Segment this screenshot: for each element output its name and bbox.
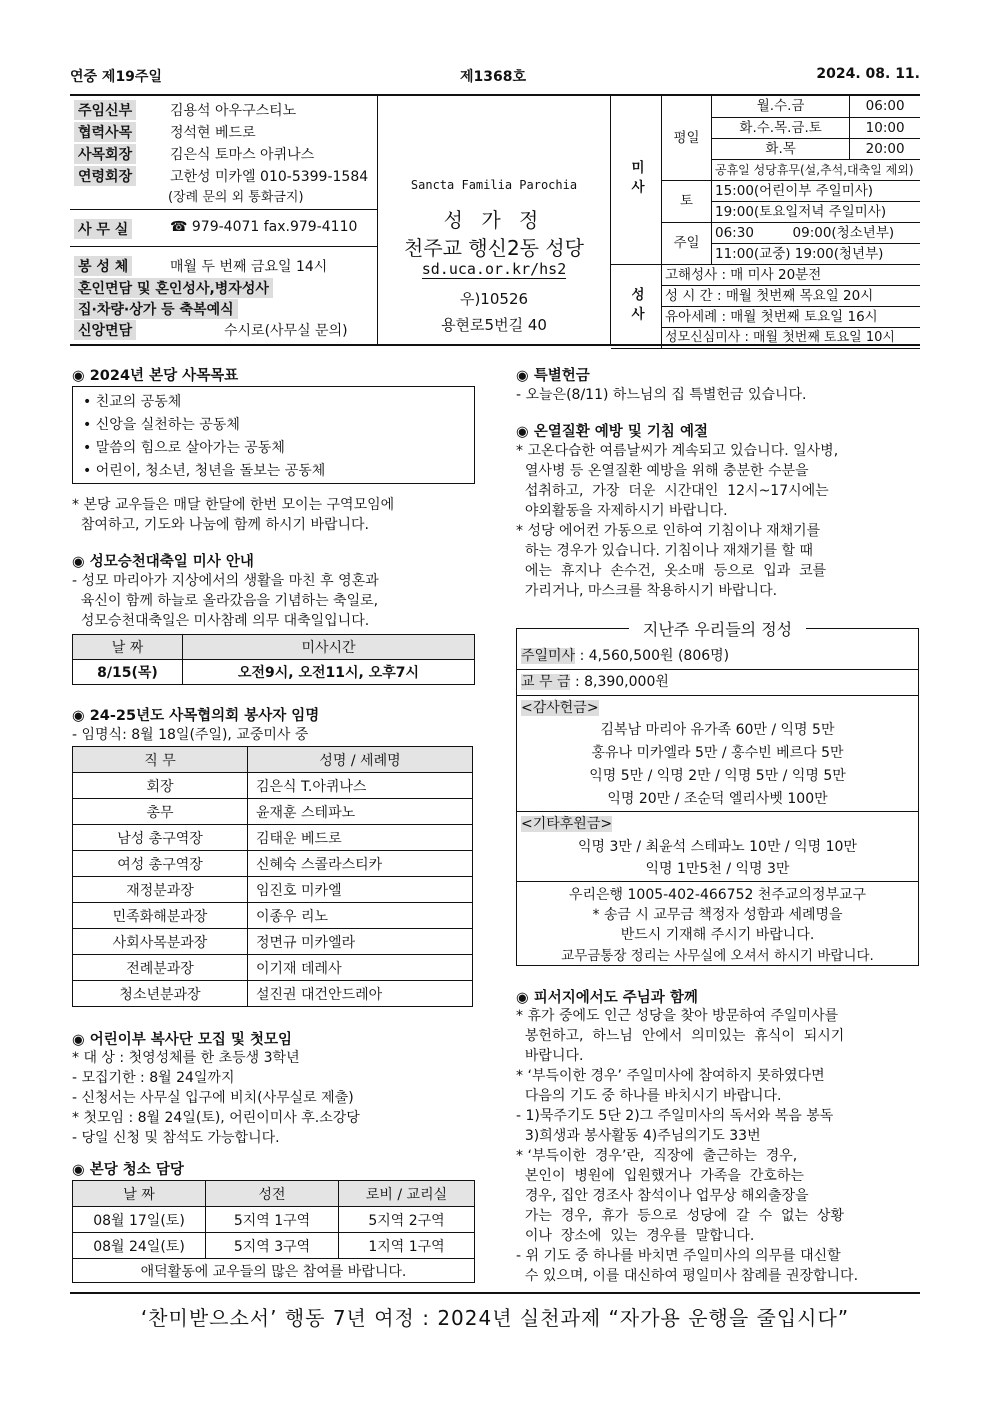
mass-title: 미사 — [611, 96, 662, 264]
cleaning-title: ◉ 본당 청소 담당 — [72, 1162, 184, 1178]
staff-note: (장례 문의 외 통화금지) — [168, 190, 304, 205]
table-row: 청소년분과장 설진권 대건안드레아 — [73, 981, 473, 1007]
cleaning-table: 날 짜 성전 로비 / 교리실 08월 17일(토) 5지역 1구역 5지역 2구역 08월 24일(토) 5지역 3구역 1지역 1구역 애덕활동에 교우들의 많은 참여를 바랍니다. — [72, 1180, 475, 1283]
council-title: ◉ 24-25년도 사목협의회 봉사자 임명 — [72, 708, 320, 724]
parish-latin: Sancta Familia Parochia — [410, 178, 578, 192]
goals-title: ◉ 2024년 본당 사목목표 — [72, 368, 239, 384]
vacation-title: ◉ 피서지에서도 주님과 함께 — [516, 990, 698, 1006]
kids-title: ◉ 어린이부 복사단 모집 및 첫모임 — [72, 1032, 292, 1048]
offering-title: 지난주 우리들의 정성 — [629, 620, 806, 639]
header-block — [70, 94, 920, 346]
table-row: 사회사목분과장 정면규 미카엘라 — [73, 929, 473, 955]
footer-slogan: ‘찬미받으소서’ 행동 7년 여정 : 2024년 실천과제 “자가용 운행을 줄입시다” — [70, 1292, 920, 1331]
parish-name: 성 가 정 — [443, 208, 545, 232]
service-row: 집·차량·상가 등 축복예식 — [74, 299, 238, 319]
service-row: 신앙면담 수시로(사무실 문의) — [74, 320, 136, 340]
sacrament-title: 성사 — [611, 264, 662, 348]
assumption-title: ◉ 성모승천대축일 미사 안내 — [72, 554, 254, 570]
heat-title: ◉ 온열질환 예방 및 기침 예절 — [516, 424, 708, 440]
phone-icon: ☎ 979-4071 fax.979-4110 — [170, 219, 358, 235]
staff-row: 협력사목 정석현 베드로 — [74, 122, 136, 142]
table-row: 여성 총구역장 신혜숙 스콜라스티카 — [73, 851, 473, 877]
table-row: 총무 윤재훈 스테파노 — [73, 799, 473, 825]
issue-date: 2024. 08. 11. — [816, 66, 920, 82]
issue-number: 제1368호 — [460, 69, 527, 85]
masthead — [70, 66, 920, 88]
table-row: 남성 총구역장 김태운 베드로 — [73, 825, 473, 851]
assumption-table: 날 짜 미사시간 8/15(목) 오전9시, 오전11시, 오후7시 — [72, 634, 475, 685]
table-row: 08월 17일(토) 5지역 1구역 5지역 2구역 — [73, 1207, 475, 1233]
sunday-name: 연중 제19주일 — [70, 69, 162, 85]
staff-row: 연령회장 고한성 미카엘 010-5399-1584 — [74, 166, 136, 186]
special-title: ◉ 특별헌금 — [516, 368, 590, 384]
parish-panel — [378, 96, 611, 344]
table-row: 전례분과장 이기재 데레사 — [73, 955, 473, 981]
parish-zip: 우)10526 — [459, 290, 529, 308]
parish-fullname: 천주교 행신2동 성당 — [404, 236, 584, 260]
table-row: 08월 24일(토) 5지역 3구역 1지역 1구역 — [73, 1233, 475, 1259]
parish-address: 용현로5번길 40 — [441, 316, 547, 334]
staff-row: 사목회장 김은식 토마스 아퀴나스 — [74, 144, 136, 164]
parish-url[interactable]: sd.uca.or.kr/hs2 — [421, 260, 567, 278]
offering-box: 지난주 우리들의 정성 주일미사 : 4,560,500원 (806명) 교 무 금 : 8,390,000원 <감사헌금> 김복남 마리아 유가족 60만 / 익명 5만 홍유나 미카엘라 5만 / 홍수빈 베르다 5만 익명 5만 / 익명 2만 / 익명 5만 / 익명 5만 익명 20만 / 조순덕 엘리사벳 100만 <기타후원금> 익명 3만 / 최윤석 스테파노 10만 / 익명 10만 익명 1만5천 / 익명 3만 우리은행 1005-402-466752 천주교의정부교구 * 송금 시 교무금 책정자 성함과 세례명을 반드시 기재해 주시기 바랍니다. 교무금통장 정리는 사무실에 오셔서 하시기 바랍니다. — [516, 628, 919, 966]
mass-schedule: 미사 평일 월.수.금 06:00 화.수.목.금.토 10:00 화.목 20:00 공휴일 성당휴무(설,추석,대축일 제외) 토 15:00(어린이부 주일미사) 19:00(토요일저녁 주일미사) 주일 06:30 09:00(청소년부) 11:00(교중) 19:00(청년부) 성사 고해성사 : 매 미사 20분전 성 시 간 : 매월 첫번째 목요일 20시 유아세례 : 매월 첫번째 토요일 16시 성모신심미사 : 매월 첫번째 토요일 10시 — [611, 96, 920, 344]
council-table: 직 무 성명 / 세례명 회장 김은식 T.아퀴나스 총무 윤재훈 스테파노 남성 총구역장 김태운 베드로 여성 총구역장 신혜숙 스콜라스티카 재정분과장 임진호 미카엘 민족화해분과장 이종우 리노 사회사목분과장 정면규 미카엘라 전례분과장 이기재 데레사 청소년분과장 설진권 대건안드레아 — [72, 746, 473, 1007]
staff-row: 주임신부 김용석 아우구스티노 — [74, 100, 136, 120]
table-row: 민족화해분과장 이종우 리노 — [73, 903, 473, 929]
goals-box: • 친교의 공동체 • 신앙을 실천하는 공동체 • 말씀의 힘으로 살아가는 공동체 • 어린이, 청소년, 청년을 돌보는 공동체 — [72, 386, 475, 484]
service-row: 혼인면담 및 혼인성사,병자성사 — [74, 278, 273, 298]
service-row: 봉 성 체 매월 두 번째 금요일 14시 — [74, 256, 132, 276]
staff-panel — [70, 96, 378, 344]
office-row: 사 무 실 ☎ 979-4071 fax.979-4110 — [74, 219, 132, 239]
table-row: 회장 김은식 T.아퀴나스 — [73, 773, 473, 799]
table-row: 재정분과장 임진호 미카엘 — [73, 877, 473, 903]
